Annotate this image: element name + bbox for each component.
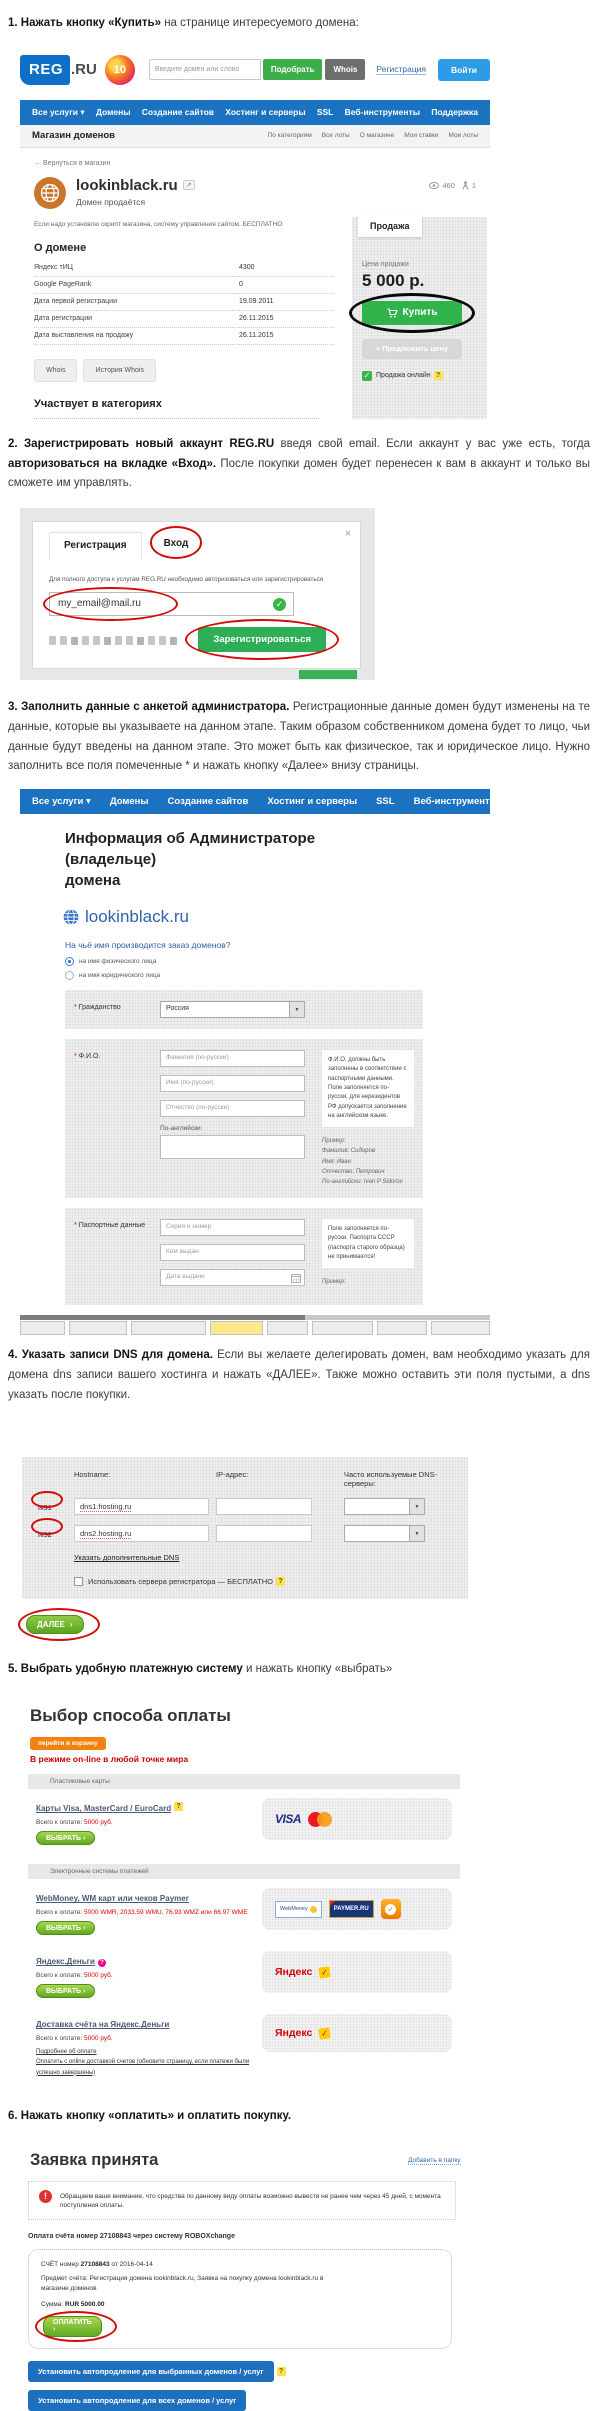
registration-link[interactable]: Регистрация — [376, 64, 427, 75]
lastname-input[interactable]: Фамилия (по-русски) — [160, 1050, 305, 1067]
visitors-count: 1 — [471, 180, 476, 190]
ns2-common-select[interactable] — [344, 1525, 425, 1542]
dns-row-2 — [34, 1524, 458, 1542]
fio-label: Ф.И.О. — [78, 1053, 101, 1061]
citizenship-label: Гражданство — [78, 1004, 121, 1012]
valid-check-icon: ✓ — [273, 598, 286, 611]
scrollbar-thumb[interactable] — [20, 1315, 305, 1320]
shop-link-categories[interactable]: По категориям — [267, 132, 312, 140]
domain-name: lookinblack.ru — [76, 176, 178, 194]
payment-logos — [262, 1798, 452, 1840]
calendar-icon[interactable] — [291, 1273, 301, 1285]
help-icon[interactable]: ? — [434, 371, 443, 380]
about-domain-title: О домене — [34, 241, 87, 254]
radio-icon[interactable] — [65, 971, 74, 980]
tab-login[interactable]: Вход — [163, 538, 189, 550]
screenshot-domain-page — [20, 44, 490, 419]
shop-link-about[interactable]: О магазине — [359, 132, 395, 140]
payment-row-webmoney: WebMoney, WM карт или чеков Paymer Всего к оплате: 5000 WMR, 2033.59 WMU, 76.93 WMZ или 66.97 WME ВЫБРАТЬ › WebMoney PAYMER.RU ✓ — [28, 1879, 460, 1942]
citizenship-value: Россия — [160, 1001, 290, 1018]
price-label: Цена продажи — [362, 260, 409, 268]
citizenship-panel: * Гражданство Россия ▼ — [65, 990, 423, 1029]
shop-title: Магазин доменов — [32, 130, 116, 142]
site-header — [20, 44, 490, 96]
passport-issued-input[interactable]: Кем выдан — [160, 1244, 305, 1261]
firstname-input[interactable]: Имя (по-русски) — [160, 1075, 305, 1092]
chevron-down-icon: ▾ — [80, 106, 85, 117]
email-field[interactable] — [49, 592, 294, 616]
screenshot-signup-modal — [20, 508, 375, 680]
check-icon: ✓ — [363, 370, 371, 380]
autorenew-all-button[interactable]: Установить автопродление для всех доменов / услуг — [28, 2390, 246, 2411]
sale-price: 5 000 р. — [362, 270, 425, 290]
dropdown-arrow-icon[interactable]: ▼ — [290, 1001, 305, 1018]
main-nav — [20, 100, 490, 125]
domain-line — [63, 907, 600, 927]
pay-button[interactable]: ОПЛАТИТЬ › — [43, 2316, 102, 2337]
paymer-logo: PAYMER.RU — [329, 1900, 374, 1918]
regru-logo-reg: REG — [20, 55, 70, 85]
passport-label: Паспортные данные — [78, 1222, 146, 1230]
login-button[interactable]: Войти — [438, 59, 490, 81]
chevron-down-icon: ▾ — [86, 796, 91, 808]
about-domain-table — [34, 260, 334, 345]
group-plastic-cards: Пластиковые карты — [28, 1774, 460, 1789]
hostname-header: Hostname: — [74, 1470, 111, 1480]
shop-subnav — [20, 125, 490, 148]
payment-details-link[interactable]: Подробнее об оплате — [36, 2049, 97, 2056]
shop-link-all-lots[interactable]: Все лоты — [321, 132, 350, 140]
payment-row-cards: Карты Visa, MasterCard / EuroCard ? Всего к оплате: 5000 руб. ВЫБРАТЬ › VISA — [28, 1789, 460, 1852]
english-name-input[interactable] — [160, 1135, 305, 1159]
help-icon[interactable]: ? — [174, 1802, 183, 1811]
visitor-icon — [462, 181, 469, 190]
alert-icon: ! — [39, 2190, 52, 2203]
total-amount: 5000 руб. — [84, 1972, 113, 1980]
verified-check-icon: ✓ — [381, 1899, 401, 1919]
table-row: Дата первой регистрации 19.09.2011 — [34, 293, 334, 310]
whois-history-button[interactable]: История Whois — [83, 359, 156, 382]
payment-row-yandex-money: Яндекс.Деньги ? Всего к оплате: 5000 руб. ВЫБРАТЬ › Яндекс ✓ — [28, 1942, 460, 2005]
categories-title: Участвует в категориях — [34, 398, 319, 419]
search-submit-button[interactable]: Подобрать — [263, 59, 323, 80]
shop-link-my-bids[interactable]: Мои ставки — [404, 132, 439, 140]
ns2-hostname-input[interactable]: dns2.hosting.ru — [74, 1525, 209, 1542]
order-name-question: На чьё имя производится заказ доменов? — [65, 940, 231, 951]
invoice-subject: Предмет счёта: Регистрация домена lookinblack.ru, Заявка на покупку домена lookinblack.ru в магазине доменов — [41, 2275, 324, 2293]
select-button[interactable]: ВЫБРАТЬ › — [36, 1831, 95, 1845]
checkbox-label: Использовать сервера регистратора — БЕСПЛАТНО — [88, 1577, 274, 1587]
radio-individual[interactable]: на имя физического лица — [65, 957, 600, 966]
go-to-cart-button[interactable]: перейти в корзину — [30, 1737, 106, 1750]
step-4-text: 4. Указать записи DNS для домена. Если вы желаете делегировать домен, вам необходимо указать для домена dns записи вашего хостинга и нажать «ДАЛЕЕ». Также можно оставить эти поля пустыми, а dns указать после покупки. — [8, 1349, 590, 1401]
domain-stats — [429, 181, 476, 190]
step-6-text: 6. Нажать кнопку «оплатить» и оплатить покупку. — [8, 2109, 292, 2122]
whois-header-button[interactable]: Whois — [325, 59, 365, 80]
ns1-label: NS1 — [38, 1505, 52, 1513]
ns2-ip-input[interactable] — [216, 1525, 312, 1542]
radio-legal-entity[interactable]: на имя юридического лица — [65, 971, 600, 980]
dns-row-1 — [34, 1497, 458, 1515]
radio-icon[interactable] — [65, 957, 74, 966]
back-arrow-icon: ← — [34, 159, 41, 167]
horizontal-scrollbar[interactable] — [20, 1315, 490, 1320]
cut-off-form-row — [20, 1321, 490, 1328]
globe-icon — [63, 909, 79, 925]
anniversary-badge-icon: 10 — [105, 55, 135, 85]
payment-logos — [262, 1951, 452, 1993]
nav-item-webtools[interactable]: Веб-инструменты — [344, 107, 420, 118]
mastercard-logo — [308, 1812, 332, 1827]
cart-icon — [387, 308, 398, 318]
invoice-amount-line: Сумма: RUR 5000.00 — [41, 2300, 105, 2308]
ns2-label: NS2 — [38, 1532, 52, 1540]
background-page-fragment — [299, 670, 357, 679]
back-to-shop-link[interactable]: ← Вернуться в магазин — [34, 159, 111, 167]
english-label: По-английски: — [160, 1125, 203, 1133]
next-button[interactable]: ДАЛЕЕ › — [26, 1615, 84, 1634]
nav-item-domains[interactable]: Домены — [109, 796, 149, 808]
ip-header: IP-адрес: — [216, 1470, 249, 1480]
additional-dns-link[interactable]: Указать дополнительные DNS — [74, 1553, 180, 1563]
total-amount: 5000 руб. — [84, 2035, 113, 2043]
passport-series-input[interactable]: Серия и номер — [160, 1219, 305, 1236]
shop-link-my-lots[interactable]: Мои лоты — [448, 132, 478, 140]
nav-item-site-creation[interactable]: Создание сайтов — [141, 107, 215, 118]
yandex-logo: Яндекс — [275, 2027, 313, 2040]
invoice-amount: RUR 5000.00 — [65, 2300, 105, 2308]
offer-price-button[interactable]: « Предложить цену — [362, 339, 462, 359]
step-2-text: 2. Зарегистрировать новый аккаунт REG.RU введя свой email. Если аккаунт у вас уже есть, тогда авторизоваться на вкладке «Вход». После покупки домен будет перенесен к вам в аккаунт и только вы сможете им управлять. — [8, 437, 590, 490]
nav-item-hosting[interactable]: Хостинг и серверы — [267, 796, 358, 808]
citizenship-select[interactable] — [160, 1001, 305, 1018]
payment-method-link[interactable]: Карты Visa, MasterCard / EuroCard — [36, 1804, 172, 1814]
screenshot-dns-form — [0, 1457, 600, 1634]
online-sale-label: Продажа онлайн — [376, 372, 431, 380]
middlename-input[interactable]: Отчество (по-русски) — [160, 1100, 305, 1117]
whois-button[interactable]: Whois — [34, 359, 77, 382]
payment-heading: Оплата счёта номер 27108843 через систему ROBOXchange — [28, 2233, 235, 2241]
arrow-right-icon: › — [69, 1620, 73, 1630]
total-amount: 5000 WMR, 2033.59 WMU, 76.93 WMZ или 66.97 WME — [84, 1909, 248, 1917]
external-link-icon[interactable]: ↗ — [183, 180, 195, 190]
domain-avatar-globe-icon — [34, 177, 66, 209]
online-note: В режиме on-line в любой точке мира — [30, 1754, 189, 1765]
nav-item-all-services[interactable]: Все услуги ▾ — [32, 106, 85, 117]
help-icon-pink[interactable]: ? — [98, 1959, 106, 1967]
payment-logos — [262, 1888, 452, 1930]
use-registrar-dns-checkbox[interactable] — [74, 1577, 83, 1586]
help-icon[interactable]: ? — [277, 2367, 286, 2376]
table-row: Дата регистрации 26.11.2015 — [34, 310, 334, 327]
add-to-folder-link[interactable]: Добавить в папку — [408, 2156, 461, 2164]
regru-logo-ru: .RU — [71, 61, 97, 79]
total-amount: 5000 руб. — [84, 1819, 113, 1827]
common-dns-header: Часто используемые DNS-серверы: — [344, 1470, 438, 1489]
passport-date-input[interactable]: Дата выдачи — [160, 1269, 305, 1286]
payment-row-yandex-invoice: Доставка счёта на Яндекс.Деньги Всего к оплате: 5000 руб. Подробнее об оплате Оплатить с online доставкой счетов (обновите страницу, если платежи были успешно завершены) Яндекс ✓ — [28, 2005, 460, 2085]
nav-item-domains[interactable]: Домены — [95, 107, 131, 118]
nav-item-support-truncated[interactable]: Под — [516, 796, 536, 808]
screenshot-payment — [0, 1706, 600, 2085]
regru-logo[interactable] — [20, 55, 97, 85]
yandex-money-icon: ✓ — [319, 2027, 331, 2039]
table-row: Яндекс тИЦ 4300 — [34, 260, 334, 277]
dropdown-arrow-icon[interactable]: ▼ — [410, 1498, 425, 1515]
invoice-number: 27108843 — [80, 2261, 110, 2269]
fio-example: Пример: Фамилия: Сидоров Имя: Иван Отчество: Петрович По-английски: Ivan P Sidorov — [322, 1138, 403, 1185]
warning-box — [28, 2181, 456, 2221]
nav-item-webtools[interactable]: Веб-инструменты — [413, 796, 498, 808]
eye-icon — [429, 182, 439, 189]
invoice-box — [28, 2249, 452, 2349]
payment-method-link[interactable]: Доставка счёта на Яндекс.Деньги — [36, 2020, 170, 2030]
payment-method-link[interactable]: WebMoney, WM карт или чеков Paymer — [36, 1894, 189, 1904]
signup-modal — [32, 521, 361, 669]
dropdown-arrow-icon[interactable]: ▼ — [410, 1525, 425, 1542]
nav-item-ssl[interactable]: SSL — [316, 107, 334, 118]
warning-text: Обращаем ваше внимание, что средства по данному виду оплаты возможно вывести не ранее чем через 45 дней, с момента поступления оплаты. — [60, 2192, 441, 2210]
ns1-common-select[interactable] — [344, 1498, 425, 1515]
passport-panel: * Паспортные данные Серия и номер Кем выдан Дата выдачи Поле заполняется по-русски. Паспорта СССР (паспорта старого образца) не принимаются! Пример: — [65, 1208, 423, 1305]
table-row: Google PageRank 0 — [34, 276, 334, 293]
dns-panel — [22, 1457, 468, 1599]
signup-note: Для полного доступа к услугам REG.RU необходимо авторизоваться или зарегистрироваться — [49, 576, 324, 584]
payment-logos — [262, 2014, 452, 2052]
views-count: 460 — [442, 180, 455, 190]
yandex-logo: Яндекс — [275, 1966, 313, 1979]
pay-online-delivery-link[interactable]: Оплатить с online доставкой счетов (обновите страницу, если платежи были успешно завершены) — [36, 2059, 250, 2076]
passport-help-box: Поле заполняется по-русски. Паспорта СССР (паспорта старого образца) не принимаются! — [322, 1219, 414, 1268]
visa-logo: VISA — [275, 1812, 302, 1827]
autorenew-selected-button[interactable]: Установить автопродление для выбранных доменов / услуг — [28, 2361, 274, 2382]
step-1-bold: 1. Нажать кнопку «Купить» — [8, 17, 162, 29]
nav-item-support[interactable]: Поддержка — [431, 107, 478, 118]
group-emoney: Электронные системы платежей — [28, 1864, 460, 1879]
invoice-title: Заявка принята — [30, 2150, 159, 2169]
seller-note: Если надо установлю скрипт магазина, систему управления сайтом. БЕСПЛАТНО — [34, 220, 283, 228]
close-icon[interactable]: × — [344, 528, 351, 541]
nav-item-all-services[interactable]: Все услуги ▾ — [32, 796, 91, 808]
table-row: Дата выставления на продажу 26.11.2015 — [34, 327, 334, 344]
nav-item-site-creation[interactable]: Создание сайтов — [167, 796, 249, 808]
webmoney-logo: WebMoney — [275, 1901, 322, 1918]
help-icon[interactable]: ? — [276, 1577, 285, 1586]
fio-help-box: Ф.И.О. должны быть заполнены в соответствии с паспортными данными. Поле заполняется по-русски, для нерезидентов РФ допускается заполнение на английском языке. — [322, 1050, 414, 1127]
main-nav — [20, 789, 536, 814]
sale-panel — [352, 217, 487, 419]
invoice-number-line: СЧЁТ номер 27108843 от 2016-04-14 — [41, 2261, 153, 2269]
domain-header — [34, 177, 490, 209]
step-1-text: 1. Нажать кнопку «Купить» на странице интересуемого домена: — [8, 17, 359, 29]
nav-item-hosting[interactable]: Хостинг и серверы — [225, 107, 306, 118]
fio-panel: * Ф.И.О. Фамилия (по-русски) Имя (по-русски) Отчество (по-русски) По-английски: Ф.И.О. должны быть заполнены в соответствии с паспортными данными. Поле заполняется по-русски, для нерезидентов РФ допускается заполнение на английском языке. Пример: Фамилия: Сидоров Имя: Иван Отчество: Петрович По-английски: Ivan P Sidorov — [65, 1039, 423, 1198]
ns1-ip-input[interactable] — [216, 1498, 312, 1515]
select-button[interactable]: ВЫБРАТЬ › — [36, 1984, 95, 1998]
register-button[interactable]: Зарегистрироваться — [198, 627, 326, 652]
select-button[interactable]: ВЫБРАТЬ › — [36, 1921, 95, 1935]
yandex-money-icon: ✓ — [319, 1966, 331, 1978]
email-value: my_email@mail.ru — [58, 598, 141, 610]
screenshot-invoice — [0, 2151, 600, 2411]
buy-button[interactable]: Купить — [362, 301, 462, 325]
tab-registration[interactable]: Регистрация — [49, 532, 142, 560]
payment-title: Выбор способа оплаты — [30, 1706, 231, 1726]
passport-example: Пример: — [322, 1279, 346, 1286]
nav-item-ssl[interactable]: SSL — [376, 796, 395, 808]
step-5-text: 5. Выбрать удобную платежную систему и нажать кнопку «выбрать» — [8, 1663, 393, 1676]
domain-name: lookinblack.ru — [85, 907, 189, 927]
sale-tab[interactable]: Продажа — [358, 215, 422, 237]
step-3-text: 3. Заполнить данные с анкетой администратора. Регистрационные данные домен будут изменены на те данные, которые вы указываете на данном этапе. Таким образом собственником домена будет то лицо, чьи данные будут введены на данном этапе. Это может быть как физическое, так и юридическое лицо. Нужно заполнить все поля помеченные * и нажать кнопку «Далее» внизу страницы. — [8, 701, 590, 773]
screenshot-admin-form — [0, 789, 600, 1328]
use-registrar-dns-row — [74, 1577, 458, 1586]
admin-form-title: Информация об Администраторе (владельце) домена — [65, 830, 316, 890]
domain-search-input[interactable] — [149, 59, 261, 80]
ns1-hostname-input[interactable]: dns1.hosting.ru — [74, 1498, 209, 1515]
payment-method-link[interactable]: Яндекс.Деньги — [36, 1957, 95, 1967]
domain-status: Домен продаётся — [76, 196, 146, 207]
